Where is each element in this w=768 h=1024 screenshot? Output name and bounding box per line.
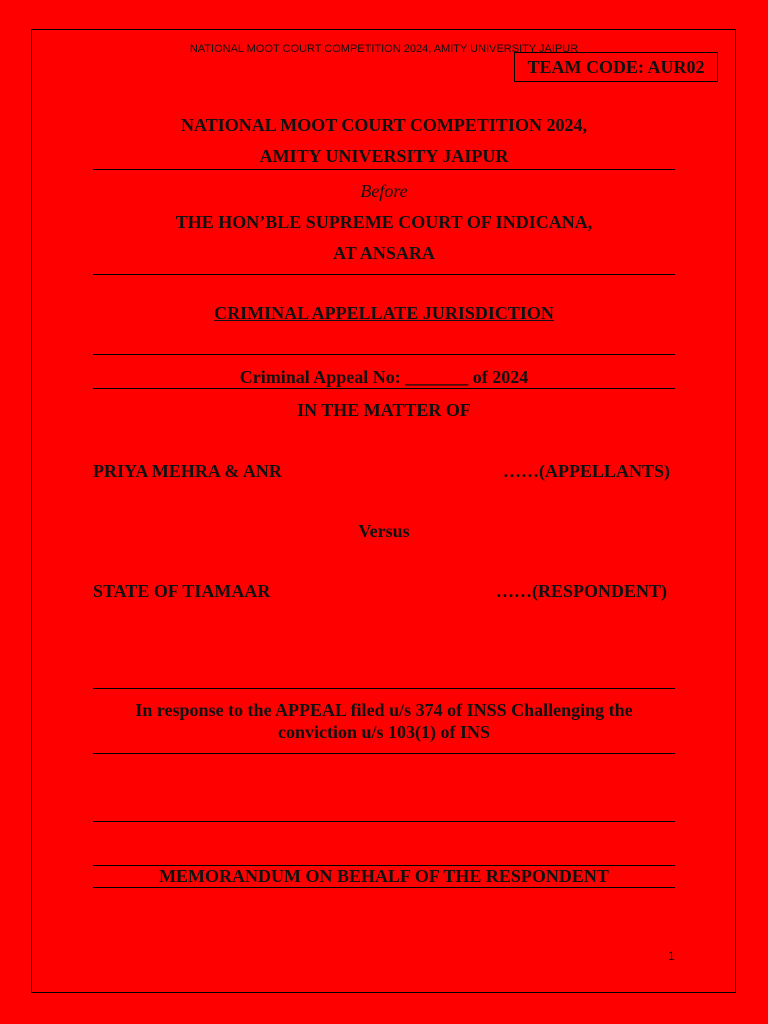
divider: [93, 274, 675, 275]
competition-title-line1: NATIONAL MOOT COURT COMPETITION 2024,: [181, 115, 587, 135]
running-header: NATIONAL MOOT COURT COMPETITION 2024, AMITY UNIVERSITY JAIPUR: [189, 43, 579, 55]
divider: [93, 169, 675, 170]
memorandum-title: MEMORANDUM ON BEHALF OF THE RESPONDENT: [159, 866, 609, 886]
response-line1: In response to the APPEAL filed u/s 374 of INSS Challenging the: [135, 700, 633, 720]
divider: [93, 354, 675, 355]
response-line2: conviction u/s 103(1) of INS: [277, 722, 490, 742]
page-border: [31, 29, 736, 993]
court-name-line1: THE HON’BLE SUPREME COURT OF INDICANA,: [175, 212, 593, 232]
divider: [93, 821, 675, 822]
competition-title-line2: AMITY UNIVERSITY JAIPUR: [259, 146, 509, 166]
jurisdiction-heading: CRIMINAL APPELLATE JURISDICTION: [214, 303, 554, 323]
page-number: 1: [668, 949, 675, 963]
appellant-role: ……(APPELLANTS): [502, 461, 670, 481]
court-name-line2: AT ANSARA: [333, 243, 435, 263]
divider: [93, 388, 675, 389]
respondent-name: STATE OF TIAMAAR: [93, 581, 271, 601]
divider: [93, 688, 675, 689]
appeal-number: Criminal Appeal No: _______ of 2024: [239, 367, 529, 387]
in-the-matter-of: IN THE MATTER OF: [297, 400, 471, 420]
respondent-role: ……(RESPONDENT): [495, 581, 667, 601]
team-code-box: TEAM CODE: AUR02: [514, 52, 718, 82]
versus-label: Versus: [358, 521, 410, 541]
appellant-name: PRIYA MEHRA & ANR: [93, 461, 282, 481]
divider: [93, 887, 675, 888]
divider: [93, 753, 675, 754]
before-label: Before: [360, 181, 408, 201]
